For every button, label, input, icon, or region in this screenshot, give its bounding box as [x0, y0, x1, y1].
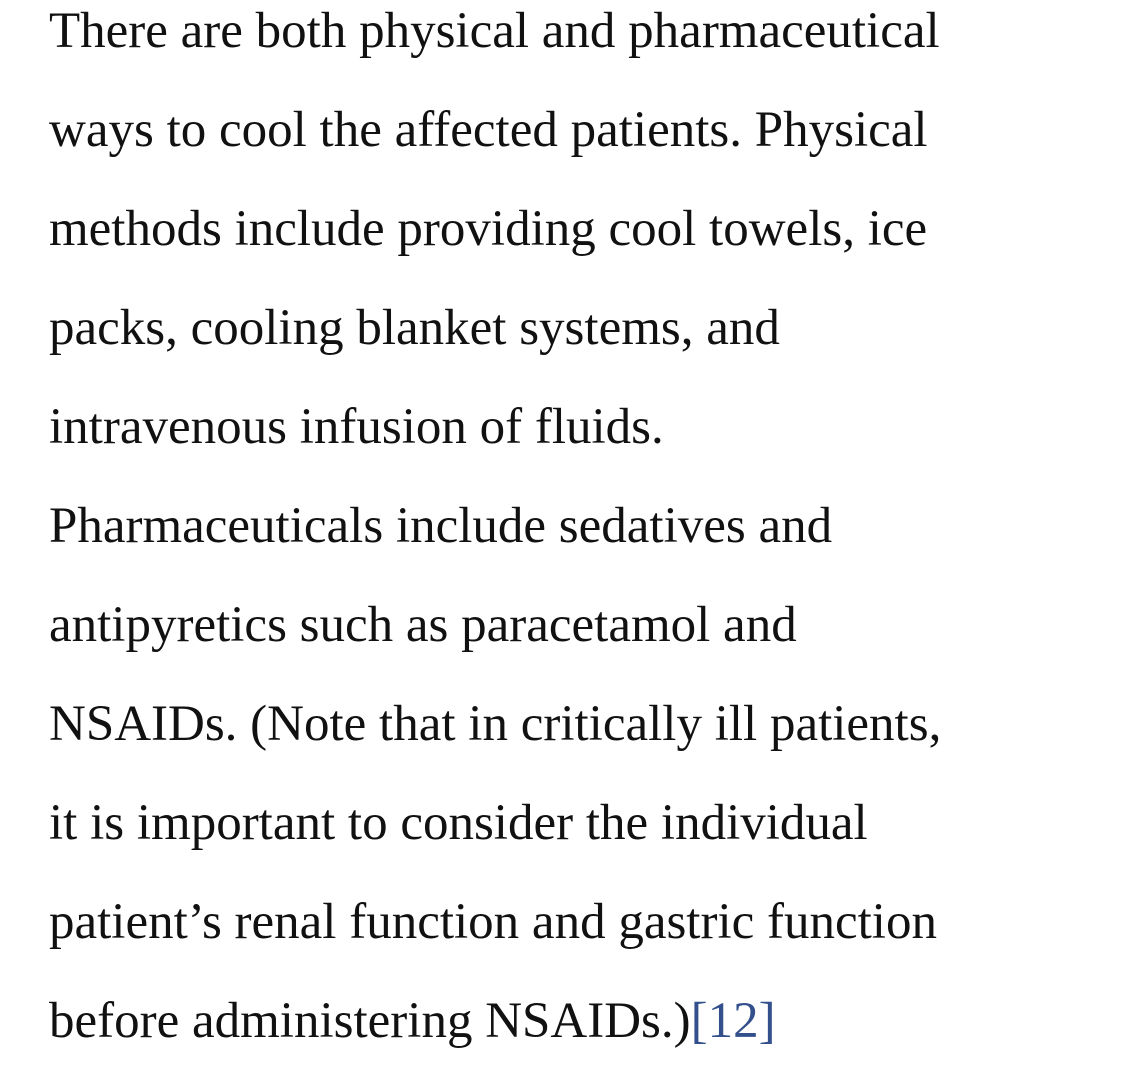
- text-line-1: [49, 2, 940, 101]
- text-line-9: [49, 794, 868, 893]
- text-line-6: [49, 497, 832, 596]
- line-text: before administering NSAIDs.): [49, 993, 691, 1049]
- line-text: methods include providing cool towels, ice: [49, 201, 928, 257]
- line-text: ways to cool the affected patients. Physical: [49, 102, 928, 158]
- line-text: packs, cooling blanket systems, and: [49, 300, 780, 356]
- line-text: Pharmaceuticals include sedatives and: [49, 498, 833, 554]
- line-text: antipyretics such as paracetamol and: [49, 597, 797, 653]
- line-text: NSAIDs. (Note that in critically ill patients,: [49, 696, 942, 752]
- line-text: There are both physical and pharmaceutical: [49, 3, 940, 59]
- text-line-3: [49, 200, 927, 299]
- line-text: it is important to consider the individual: [49, 795, 868, 851]
- text-line-2: [49, 101, 928, 200]
- text-line-11: [49, 992, 776, 1091]
- text-line-4: [49, 299, 780, 398]
- line-text: patient’s renal function and gastric function: [49, 894, 937, 950]
- text-line-8: [49, 695, 941, 794]
- text-line-7: [49, 596, 797, 695]
- text-line-5: [49, 398, 664, 497]
- line-text: intravenous infusion of fluids.: [49, 399, 664, 455]
- text-line-10: [49, 893, 937, 992]
- citation-link[interactable]: [12]: [690, 993, 776, 1049]
